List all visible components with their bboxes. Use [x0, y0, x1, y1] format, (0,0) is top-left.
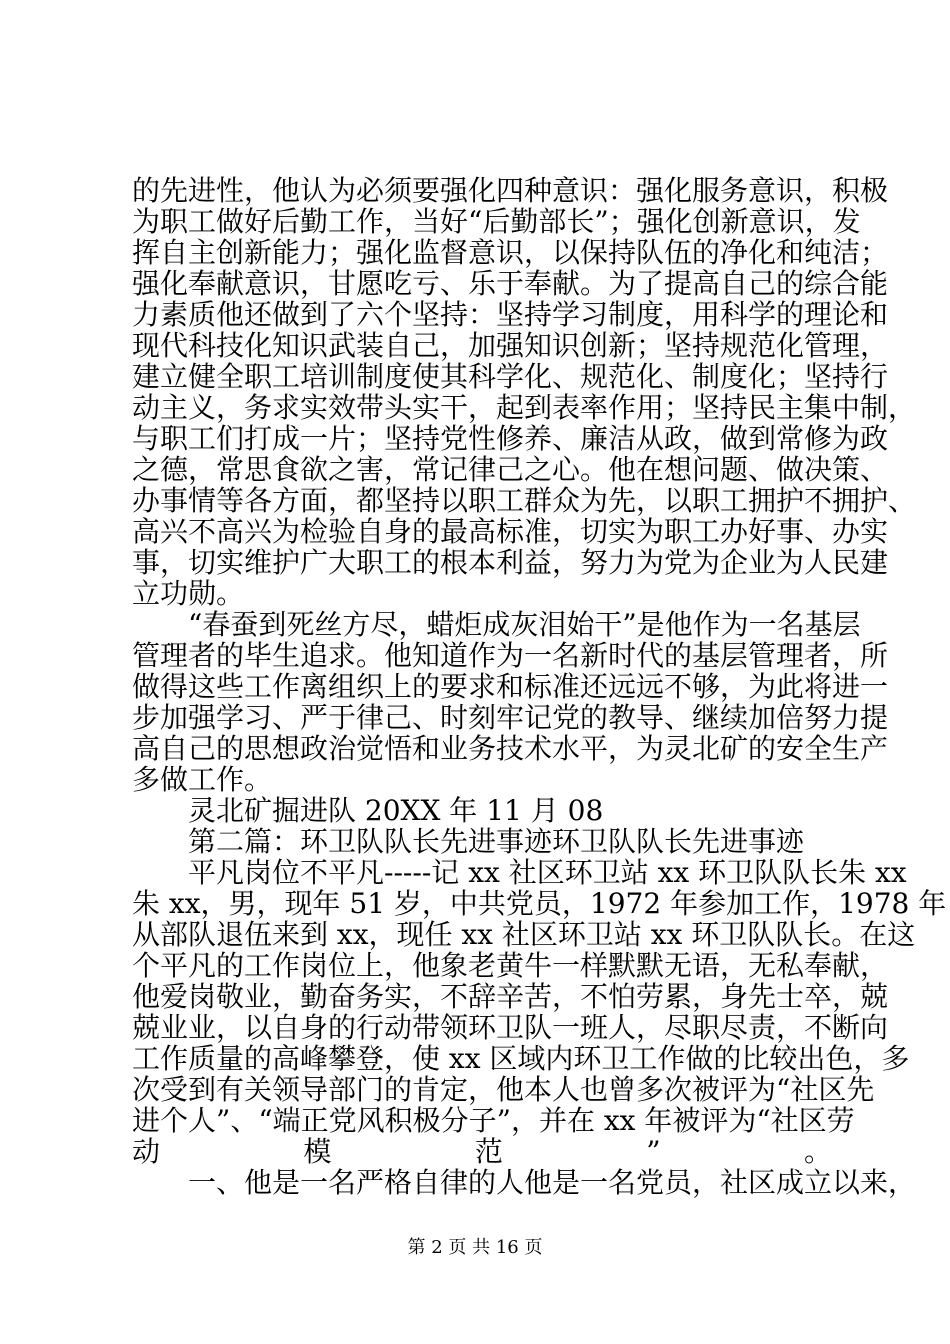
signature-date-line: 灵北矿掘进队 20XX 年 11 月 08 — [132, 794, 604, 827]
text-line: 强化奉献意识，甘愿吃亏、乐于奉献。为了提高自己的综合能 — [132, 267, 889, 300]
text-line: 之德，常思食欲之害，常记律己之心。他在想问题、做决策、 — [132, 453, 889, 486]
text-line: 一、他是一名严格自律的人他是一名党员，社区成立以来， — [132, 1166, 917, 1199]
text-line: 动主义，务求实效带头实干，起到表率作用；坚持民主集中制， — [132, 391, 917, 424]
page-footer: 第 2 页 共 16 页 — [407, 1237, 543, 1258]
text-line: 工作质量的高峰攀登，使 xx 区域内环卫工作做的比较出色，多 — [132, 1042, 910, 1075]
text-line: 高兴不高兴为检验自身的最高标准，切实为职工办好事、办实 — [132, 515, 889, 548]
text-line: 做得这些工作离组织上的要求和标准还远远不够，为此将进一 — [132, 670, 889, 703]
text-line: 为职工做好后勤工作，当好“后勤部长”；强化创新意识，发 — [132, 205, 861, 238]
text-line: 事，切实维护广大职工的根本利益，努力为党为企业为人民建 — [132, 546, 889, 579]
text-line: 动模范”。 — [132, 1135, 832, 1168]
text-line: 立功勋。 — [132, 577, 245, 610]
section-heading: 第二篇：环卫队队长先进事迹环卫队队长先进事迹 — [132, 825, 805, 858]
text-line: 管理者的毕生追求。他知道作为一名新时代的基层管理者，所 — [132, 639, 889, 672]
text-line: 多做工作。 — [132, 763, 273, 796]
text-line: 个平凡的工作岗位上，他象老黄牛一样默默无语，无私奉献， — [132, 949, 889, 982]
text-line: 兢业业，以自身的行动带领环卫队一班人，尽职尽责，不断向 — [132, 1011, 889, 1044]
article-title-line: 平凡岗位不平凡-----记 xx 社区环卫站 xx 环卫队队长朱 xx — [132, 856, 907, 889]
text-line: 办事情等各方面，都坚持以职工群众为先，以职工拥护不拥护、 — [132, 484, 917, 517]
text-line: 高自己的思想政治觉悟和业务技术水平，为灵北矿的安全生产 — [132, 732, 889, 765]
text-line: 挥自主创新能力；强化监督意识，以保持队伍的净化和纯洁； — [132, 236, 889, 269]
text-line: 朱 xx，男，现年 51 岁，中共党员，1972 年参加工作，1978 年 — [132, 887, 947, 920]
text-line: 力素质他还做到了六个坚持：坚持学习制度，用科学的理论和 — [132, 298, 889, 331]
text-line: 进个人”、“端正党风积极分子”，并在 xx 年被评为“社区劳 — [132, 1104, 855, 1137]
text-line: 步加强学习、严于律己、时刻牢记党的教导、继续加倍努力提 — [132, 701, 889, 734]
paragraph-start: “春蚕到死丝方尽，蜡炬成灰泪始干”是他作为一名基层 — [132, 608, 861, 641]
text-line: 次受到有关领导部门的肯定，他本人也曾多次被评为“社区先 — [132, 1073, 875, 1106]
text-line: 建立健全职工培训制度使其科学化、规范化、制度化；坚持行 — [132, 360, 889, 393]
text-line: 与职工们打成一片；坚持党性修养、廉洁从政，做到常修为政 — [132, 422, 889, 455]
text-line: 的先进性，他认为必须要强化四种意识：强化服务意识，积极 — [132, 174, 889, 207]
text-line: 现代科技化知识武装自己，加强知识创新；坚持规范化管理， — [132, 329, 889, 362]
text-line: 他爱岗敬业，勤奋务实，不辞辛苦，不怕劳累，身先士卒，兢 — [132, 980, 889, 1013]
text-line: 从部队退伍来到 xx，现任 xx 社区环卫站 xx 环卫队队长。在这 — [132, 918, 916, 951]
